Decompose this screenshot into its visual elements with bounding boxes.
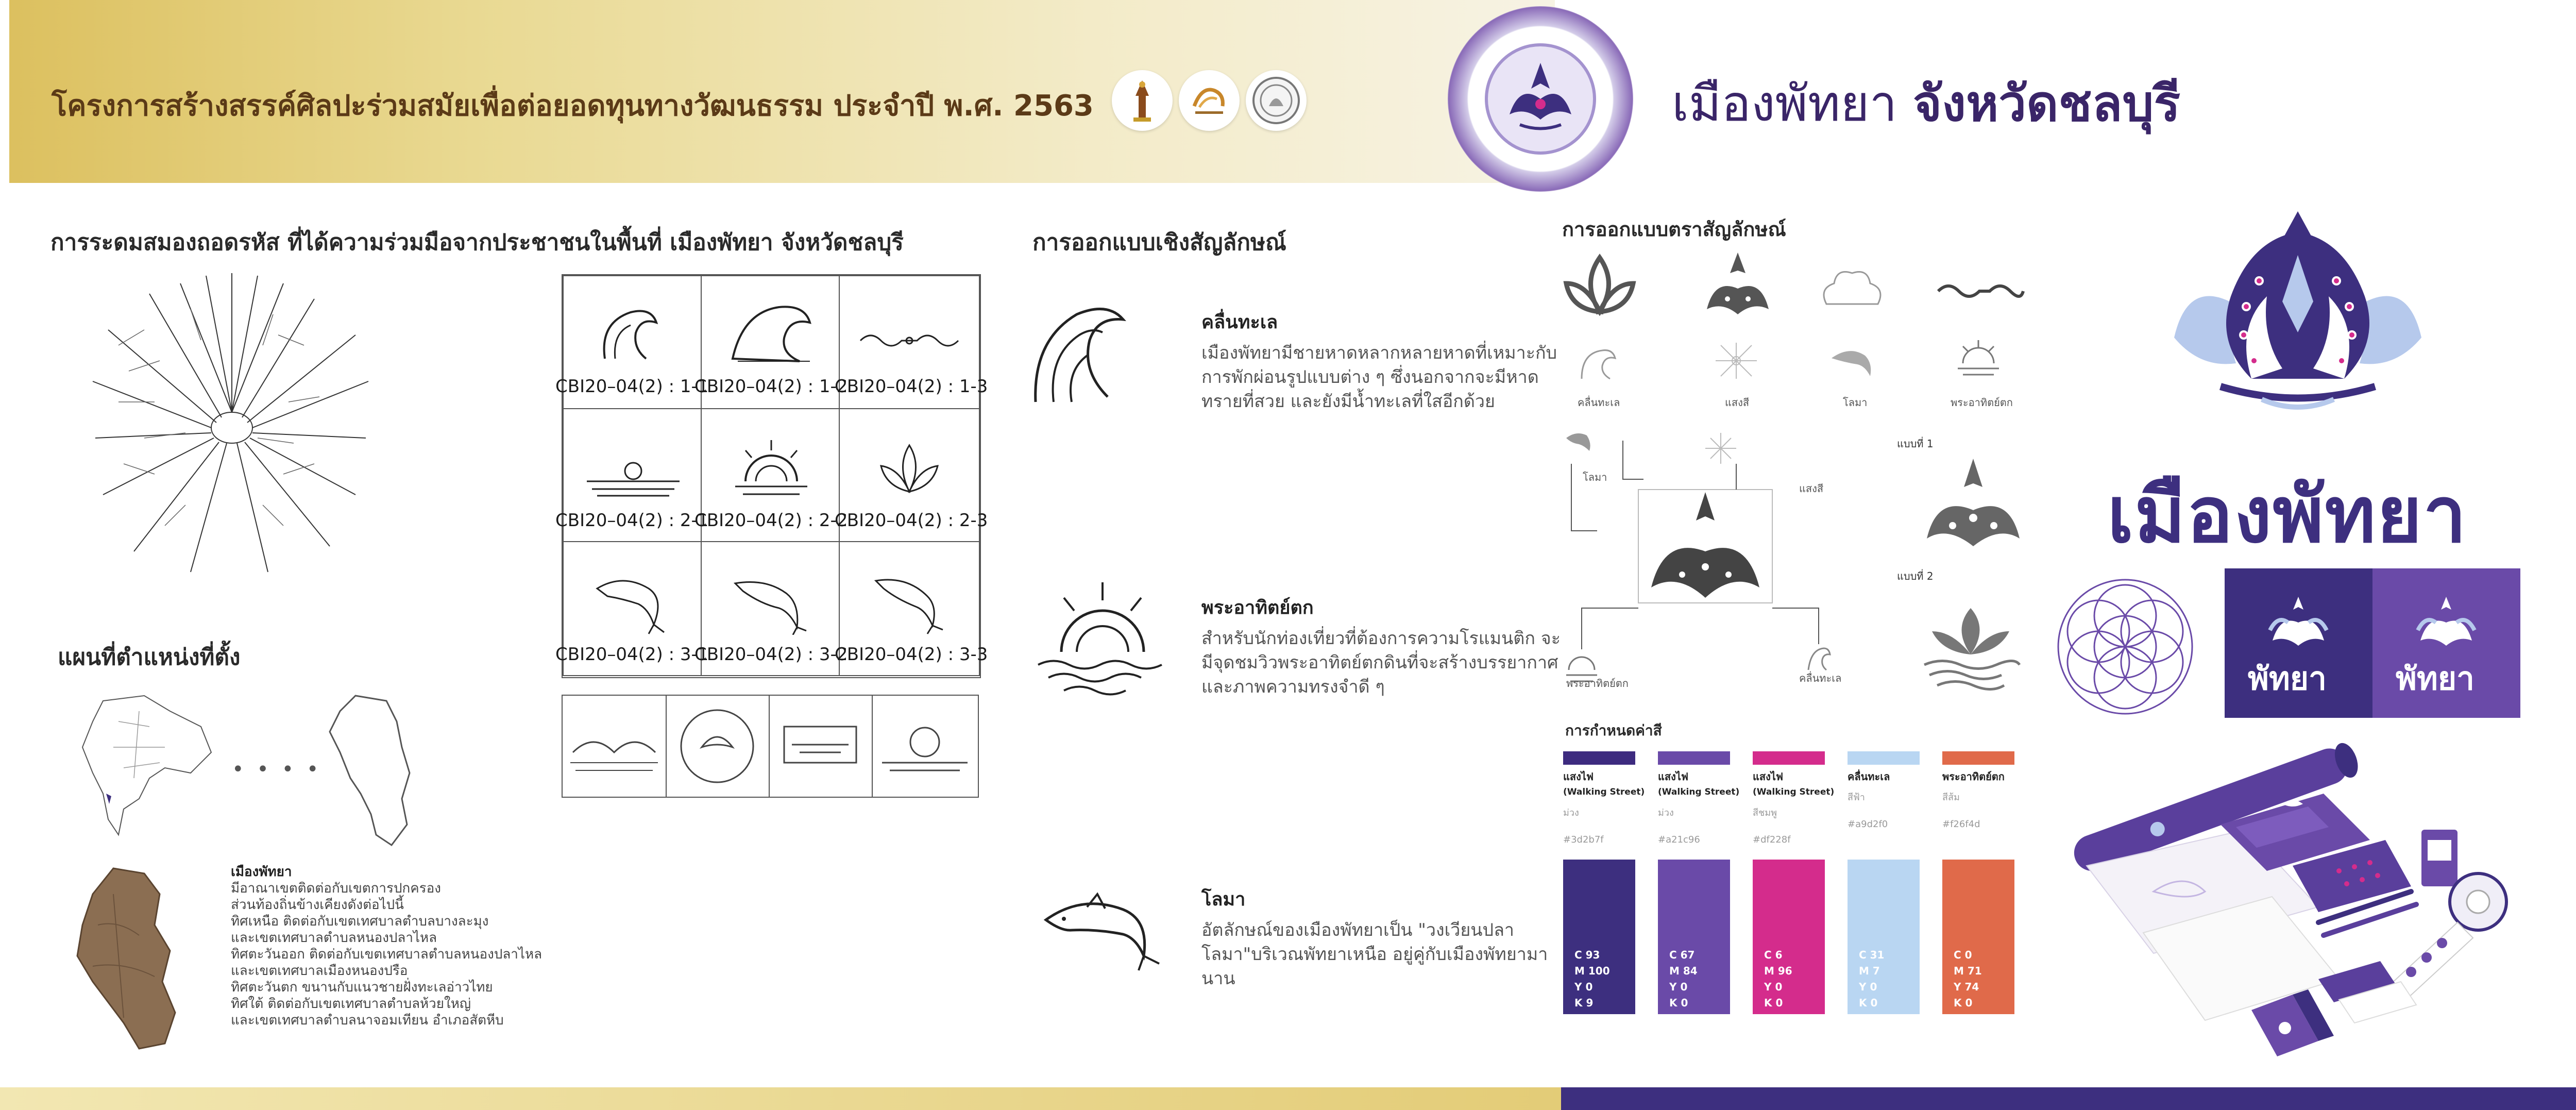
lotus-element-icon xyxy=(1561,253,1638,319)
cmyk-y: Y 0 xyxy=(1574,981,1593,993)
footer-gold-bar xyxy=(0,1087,1561,1110)
sketch-thumbnail xyxy=(666,696,770,797)
variant-2-mark xyxy=(1917,603,2025,691)
swatch-top-bar xyxy=(1942,751,2014,765)
dolphin-motif-title: โลมา xyxy=(1201,889,1246,910)
swatch-top-bar xyxy=(1563,751,1635,765)
footer-purple-bar xyxy=(1561,1087,2576,1110)
scroll-ornament-icon xyxy=(855,328,963,354)
code-label: CBI20–04(2) : 1-3 xyxy=(835,376,988,397)
map-desc-line: และเขตเทศบาลตำบลนาจอมเทียน อำเภอสัตหีบ xyxy=(231,1013,504,1028)
variant-1-mark xyxy=(1917,453,2030,551)
cmyk-k: K 0 xyxy=(1954,997,1973,1009)
cmyk-y: Y 0 xyxy=(1764,981,1783,993)
element-label: โลมา xyxy=(1843,396,1868,409)
dolphin-motif-text: อัตลักษณ์ของเมืองพัทยาเป็น "วงเวียนปลาโลมา"บริเวณพัทยาเหนือ อยู่คู่กับเมืองพัทยามานาน xyxy=(1201,920,1548,989)
wave-icon xyxy=(1030,299,1128,412)
circle-sketch-icon xyxy=(666,696,769,797)
map-desc-line: ทิศเหนือ ติดต่อกับเขตเทศบาลตำบลบางละมุง xyxy=(231,914,489,929)
crown-mini-icon xyxy=(2413,594,2480,651)
pattaya-seal-icon xyxy=(1484,42,1597,156)
hands-emblem-icon xyxy=(1179,70,1240,131)
logo-design-title: การออกแบบตราสัญลักษณ์ xyxy=(1562,218,1786,241)
swatch-sub: (Walking Street) xyxy=(1753,787,1835,797)
pattaya-terrain-map xyxy=(67,863,185,1054)
symbolic-design-title: การออกแบบเชิงสัญลักษณ์ xyxy=(1032,229,1286,256)
wave-motif-title: คลื่นทะเล xyxy=(1201,312,1278,333)
flow-label: โลมา xyxy=(1583,471,1607,483)
dolphin-small-icon xyxy=(1829,343,1875,379)
promotion-department-logo xyxy=(1179,70,1240,131)
ministry-emblem-icon xyxy=(1112,70,1173,131)
code-label: CBI20–04(2) : 3-3 xyxy=(835,644,988,665)
banner-sketch-icon xyxy=(769,696,872,797)
code-label: CBI20–04(2) : 3-2 xyxy=(694,644,848,665)
culture-ministry-logo xyxy=(1112,70,1173,131)
code-label: CBI20–04(2) : 2-2 xyxy=(694,510,848,531)
swatch-hex: #f26f4d xyxy=(1942,819,1980,830)
city-name-bold: จังหวัดชลบุรี xyxy=(1912,75,2180,132)
city-title xyxy=(1672,64,2180,143)
color-swatch-grid xyxy=(1563,751,2027,1061)
city-seal-small xyxy=(1246,70,1307,131)
code-label: CBI20–04(2) : 1-2 xyxy=(694,376,848,397)
flow-label: พระอาทิตย์ตก xyxy=(1566,677,1629,689)
cmyk-k: K 0 xyxy=(1669,997,1688,1009)
flow-label: แสงสี xyxy=(1799,482,1824,495)
swatch-name: พระอาทิตย์ตก xyxy=(1942,770,2005,783)
swatch-desc: ม่วง xyxy=(1563,808,1579,818)
seal-icon xyxy=(1246,70,1307,131)
flow-label: คลื่นทะเล xyxy=(1799,672,1842,684)
map-desc-line: ทิศตะวันออก ติดต่อกับเขตเทศบาลตำบลหนองปลาไหล xyxy=(231,947,543,962)
cmyk-y: Y 74 xyxy=(1954,981,1979,993)
code-label: CBI20–04(2) : 3-1 xyxy=(555,644,709,665)
code-label: CBI20–04(2) : 2-1 xyxy=(555,510,709,531)
dolphin-sketch-icon xyxy=(730,568,812,635)
sketch-thumbnail-strip xyxy=(562,695,979,798)
light-small-icon xyxy=(1708,338,1765,384)
city-name-light: เมืองพัทยา xyxy=(1672,75,1897,132)
brainstorm-radial-sketch xyxy=(88,268,376,577)
swatch-hex: #a21c96 xyxy=(1658,834,1700,845)
color-swatch xyxy=(1563,751,1645,1009)
variant-2-label: แบบที่ 2 xyxy=(1897,570,1934,582)
cmyk-k: K 0 xyxy=(1764,997,1783,1009)
dolphin-icon xyxy=(1041,889,1164,971)
cmyk-c: C 31 xyxy=(1859,949,1885,961)
cmyk-k: K 0 xyxy=(1859,997,1878,1009)
swatch-name: แสงไฟ xyxy=(1563,770,1594,783)
sketch-thumbnail xyxy=(872,696,978,797)
wave-motif-text: เมืองพัทยามีชายหาดหลากหลายหาดที่เหมาะกับการพักผ่อนรูปแบบต่าง ๆ ซึ่งนอกจากจะมีหาดทรายที่สวย และยังมีน้ำทะเลที่ใสอีกด้วย xyxy=(1201,343,1557,412)
code-label: CBI20–04(2) : 2-3 xyxy=(835,510,988,531)
swatch-desc: สีชมพู xyxy=(1753,808,1777,818)
wave-small-icon xyxy=(1577,343,1618,384)
sunset-sea-sketch-icon xyxy=(582,450,685,502)
map-desc-line: ทิศตะวันตก ขนานกับแนวชายฝั่งทะเลอ่าวไทย xyxy=(231,980,493,995)
element-label: แสงสี xyxy=(1725,396,1750,409)
color-spec-title: การกำหนดค่าสี xyxy=(1565,722,1662,739)
swatch-name: แสงไฟ xyxy=(1753,770,1784,783)
header-banner xyxy=(0,0,2576,186)
color-swatch xyxy=(1942,751,2014,1009)
code-label: CBI20–04(2) : 1-1 xyxy=(555,376,709,397)
crown-mini-icon xyxy=(2265,594,2332,651)
swatch-sub: (Walking Street) xyxy=(1563,787,1645,797)
cmyk-k: K 9 xyxy=(1574,997,1594,1009)
crown-element-icon xyxy=(1699,247,1776,319)
scroll-element-icon xyxy=(1933,278,2026,304)
dolphin-sketch-icon xyxy=(592,568,674,635)
swatch-block xyxy=(1658,860,1730,1014)
swatch-name: คลื่นทะเล xyxy=(1848,770,1890,783)
map-desc-line: ส่วนท้องถิ่นข้างเคียงดังต่อไปนี้ xyxy=(231,897,404,913)
element-label: คลื่นทะเล xyxy=(1578,396,1620,409)
cmyk-y: Y 0 xyxy=(1669,981,1688,993)
lotus-sketch-icon xyxy=(871,435,948,507)
sunset-sketch-icon xyxy=(730,435,812,507)
cmyk-m: M 84 xyxy=(1669,965,1698,977)
map-title: แผนที่ตำแหน่งที่ตั้ง xyxy=(58,644,241,670)
map-desc-line: มีอาณาเขตติดต่อกับเขตการปกครอง xyxy=(231,881,441,896)
sunset-small-icon xyxy=(1953,335,2004,381)
map-desc-line: ทิศใต้ ติดต่อกับเขตเทศบาลตำบลห้วยใหญ่ xyxy=(231,996,471,1012)
swatch-top-bar xyxy=(1848,751,1920,765)
map-ellipsis: • • • • xyxy=(232,758,322,781)
map-desc-line: และเขตเทศบาลเมืองหนองปรือ xyxy=(231,963,408,979)
swatch-block xyxy=(1753,860,1825,1014)
pattaya-seal-badge xyxy=(1448,6,1633,192)
cmyk-m: M 71 xyxy=(1954,965,1982,977)
flower-of-life-pattern xyxy=(2053,575,2197,719)
color-swatch xyxy=(1848,751,1920,1009)
final-crown-logo xyxy=(2159,209,2437,425)
sunset-icon xyxy=(1033,577,1172,696)
swatch-desc: ม่วง xyxy=(1658,808,1674,818)
swatch-hex: #df228f xyxy=(1753,834,1791,845)
sketch-grid xyxy=(562,274,981,678)
stationery-mockup xyxy=(2050,737,2524,1067)
sketch-thumbnail xyxy=(563,696,667,797)
cmyk-m: M 7 xyxy=(1859,965,1880,977)
cloud-element-icon xyxy=(1814,258,1891,319)
wave-sketch-icon xyxy=(595,302,667,364)
cmyk-m: M 100 xyxy=(1574,965,1610,977)
cmyk-c: C 93 xyxy=(1574,949,1600,961)
project-title: โครงการสร้างสรรค์ศิลปะร่วมสมัยเพื่อต่อยอดทุนทางวัฒนธรรม ประจำปี พ.ศ. 2563 xyxy=(52,89,1094,123)
swatch-desc: สีฟ้า xyxy=(1848,792,1865,803)
sunset-motif-text: สำหรับนักท่องเที่ยวที่ต้องการความโรแมนติก จะมีจุดชมวิวพระอาทิตย์ตกดินที่จะสร้างบรรยากาศและภาพความทรงจำดี ๆ xyxy=(1201,628,1561,697)
sunset-sea-sketch-icon xyxy=(563,696,666,797)
sunset-motif-title: พระอาทิตย์ตก xyxy=(1201,597,1314,618)
swatch-top-bar xyxy=(1753,751,1825,765)
wave-sketch-icon xyxy=(727,297,815,369)
tile-text: พัทยา xyxy=(2248,660,2327,697)
brainstorm-title: การระดมสมองถอดรหัส ที่ได้ความร่วมมือจากประชาชนในพื้นที่ เมืองพัทยา จังหวัดชลบุรี xyxy=(50,229,904,256)
swatch-block xyxy=(1848,860,1920,1014)
tile-text: พัทยา xyxy=(2396,660,2475,697)
pattaya-outline-map xyxy=(319,691,417,850)
swatch-block xyxy=(1942,860,2014,1014)
map-description xyxy=(231,864,542,1029)
map-desc-title: เมืองพัทยา xyxy=(231,864,292,880)
cmyk-y: Y 0 xyxy=(1859,981,1877,993)
logo-tile-dark xyxy=(2225,568,2372,718)
color-swatch xyxy=(1753,751,1835,1009)
swatch-block xyxy=(1563,860,1635,1014)
logo-tile-light xyxy=(2372,568,2520,718)
final-wordmark: เมืองพัทยา xyxy=(2107,470,2468,560)
variant-1-label: แบบที่ 1 xyxy=(1897,438,1934,450)
element-label: พระอาทิตย์ตก xyxy=(1951,396,2013,409)
thailand-map-outline xyxy=(62,691,216,845)
swatch-desc: สีส้ม xyxy=(1942,792,1960,803)
swatch-top-bar xyxy=(1658,751,1730,765)
sun-sketch-icon xyxy=(872,696,978,797)
logo-construction-diagram xyxy=(1561,428,1860,696)
color-swatch xyxy=(1658,751,1740,1009)
cmyk-c: C 0 xyxy=(1954,949,1972,961)
sketch-thumbnail xyxy=(769,696,873,797)
dolphin-sketch-icon xyxy=(868,568,951,635)
map-desc-line: และเขตเทศบาลตำบลหนองปลาไหล xyxy=(231,930,437,946)
cmyk-c: C 67 xyxy=(1669,949,1695,961)
swatch-name: แสงไฟ xyxy=(1658,770,1689,783)
swatch-hex: #a9d2f0 xyxy=(1848,819,1888,830)
swatch-hex: #3d2b7f xyxy=(1563,834,1604,845)
swatch-sub: (Walking Street) xyxy=(1658,787,1740,797)
cmyk-c: C 6 xyxy=(1764,949,1783,961)
cmyk-m: M 96 xyxy=(1764,965,1792,977)
